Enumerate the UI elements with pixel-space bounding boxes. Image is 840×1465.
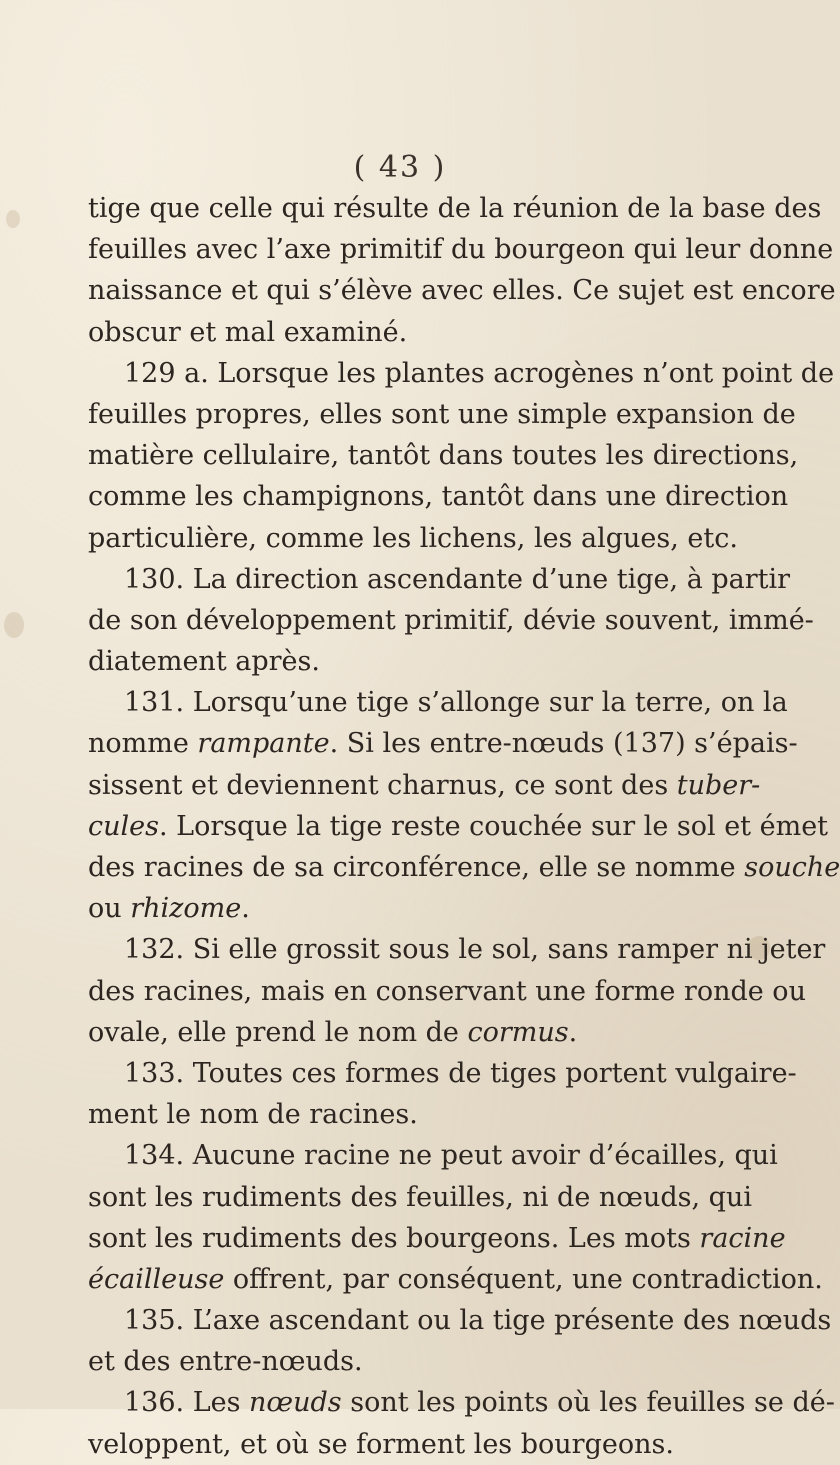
- italic-term: souche: [744, 852, 840, 883]
- text-line: sissent et deviennent charnus, ce sont des tuber-: [88, 769, 761, 801]
- text-line: de son développement primitif, dévie souvent, immé-: [88, 604, 814, 636]
- body-text: [88, 188, 840, 1465]
- text-line: naissance et qui s’élève avec elles. Ce sujet est encore: [88, 275, 836, 307]
- text-line: écailleuse offrent, par conséquent, une contradiction.: [88, 1263, 823, 1295]
- text-line: obscur et mal examiné.: [88, 316, 408, 348]
- text-line: nomme rampante. Si les entre-nœuds (137) s’épais-: [88, 728, 798, 760]
- text-line: feuilles avec l’axe primitif du bourgeon qui leur donne: [88, 234, 834, 266]
- paragraph-133-start: 133. Toutes ces formes de tiges portent vulgaire-: [124, 1057, 797, 1089]
- text-line: tige que celle qui résulte de la réunion de la base des: [88, 193, 822, 224]
- italic-term: tuber-: [676, 769, 761, 801]
- text-line: cules. Lorsque la tige reste couchée sur le sol et émet: [88, 810, 829, 842]
- text-line: des racines de sa circonférence, elle se nomme souche: [88, 852, 840, 883]
- text-line: sont les rudiments des feuilles, ni de nœuds, qui: [88, 1181, 752, 1213]
- text-line: diatement après.: [88, 646, 320, 678]
- text-line: des racines, mais en conservant une forme ronde ou: [88, 975, 806, 1007]
- italic-term: rhizome: [130, 893, 242, 925]
- paragraph-131-start: 131. Lorsqu’une tige s’allonge sur la terre, on la: [124, 687, 788, 719]
- italic-term: racine: [699, 1222, 786, 1254]
- italic-term: nœuds: [249, 1387, 342, 1419]
- paragraph-129-start: 129 a. Lorsque les plantes acrogènes n’ont point de: [124, 357, 835, 389]
- text-line: matière cellulaire, tantôt dans toutes les directions,: [88, 440, 799, 472]
- italic-term: cormus: [467, 1016, 569, 1048]
- text-line: comme les champignons, tantôt dans une direction: [88, 481, 789, 513]
- text-line: particulière, comme les lichens, les algues, etc.: [88, 522, 738, 554]
- paragraph-135-start: 135. L’axe ascendant ou la tige présente des nœuds: [124, 1305, 832, 1337]
- paragraph-136-start: 136. Les nœuds sont les points où les feuilles se dé-: [124, 1387, 835, 1419]
- text-line: et des entre-nœuds.: [88, 1346, 363, 1378]
- italic-term: rampante: [197, 728, 330, 760]
- text-line: veloppent, et où se forment les bourgeons.: [88, 1428, 674, 1460]
- text-line: ou rhizome.: [88, 893, 250, 925]
- page-number: ( 43 ): [353, 150, 447, 185]
- italic-term: écailleuse: [88, 1263, 225, 1295]
- text-line: ovale, elle prend le nom de cormus.: [88, 1016, 578, 1048]
- text-line: sont les rudiments des bourgeons. Les mots racine: [88, 1222, 786, 1254]
- paragraph-130-start: 130. La direction ascendante d’une tige, à partir: [124, 563, 791, 595]
- paper-stain: [4, 612, 24, 638]
- italic-term: cules: [88, 810, 159, 842]
- text-line: ment le nom de racines.: [88, 1099, 418, 1131]
- paragraph-132-start: 132. Si elle grossit sous le sol, sans ramper ni jeter: [124, 934, 826, 966]
- paper-stain: [6, 210, 20, 228]
- text-line: feuilles propres, elles sont une simple expansion de: [88, 398, 796, 430]
- paragraph-134-start: 134. Aucune racine ne peut avoir d’écailles, qui: [124, 1140, 778, 1172]
